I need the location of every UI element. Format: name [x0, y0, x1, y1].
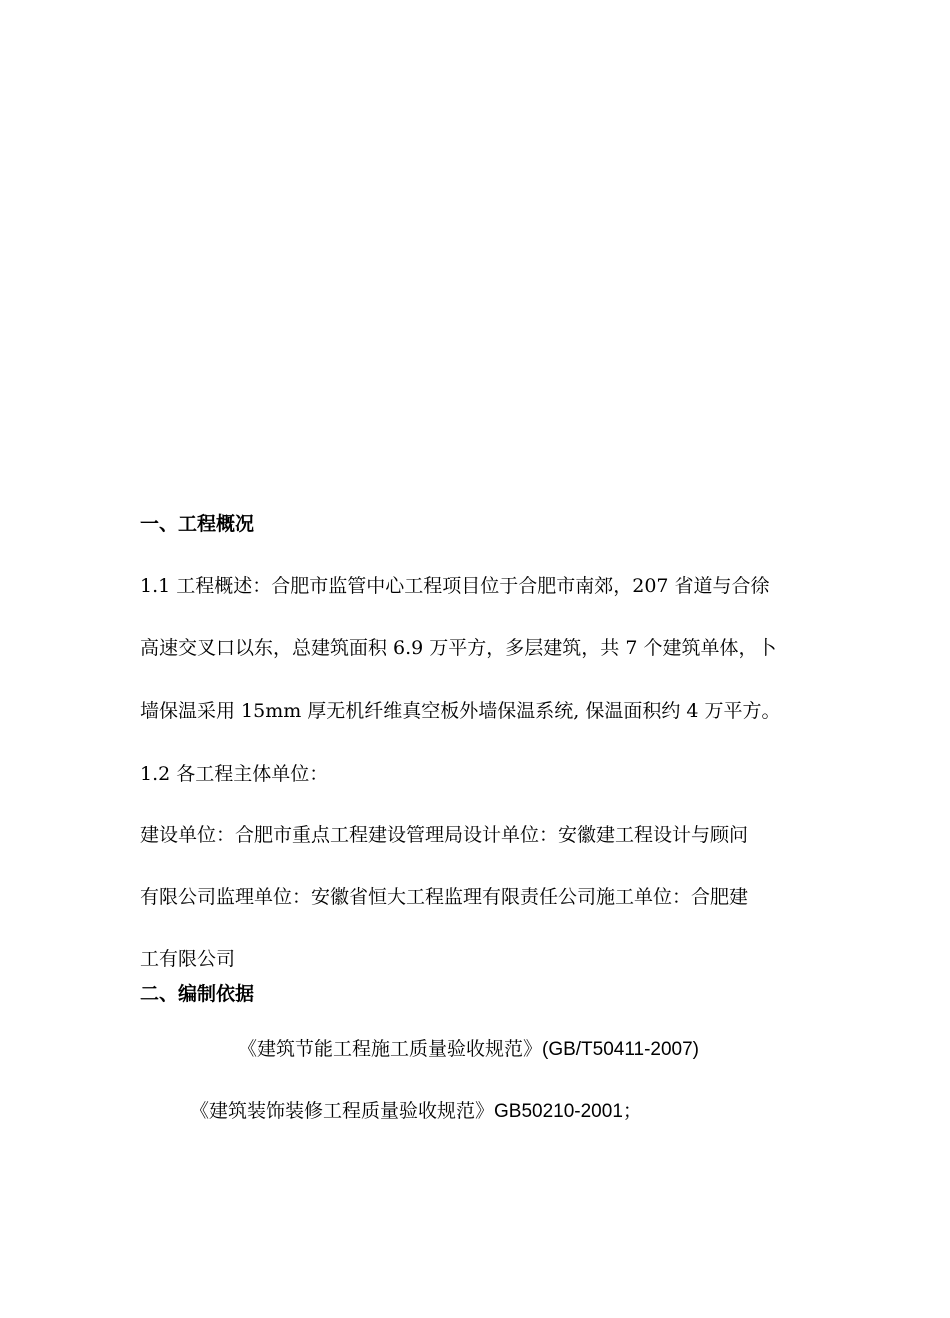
units-line-3: 工有限公司 [140, 948, 236, 970]
reference-decoration-code: 《建筑装饰装修工程质量验收规范》GB50210-2001； [190, 1101, 642, 1122]
section-heading-project-overview: 一、工程概况 [140, 513, 255, 535]
units-line-2: 有限公司监理单位：安徽省恒大工程监理有限责任公司施工单位：合肥建 [140, 886, 749, 908]
overview-line-3: 墙保温采用 15mm 厚无机纤维真空板外墙保温系统, 保温面积约 4 万平方。 [140, 700, 781, 722]
units-subheading: 1.2 各工程主体单位： [140, 763, 329, 785]
section-heading-compilation-basis: 二、编制依据 [140, 983, 255, 1005]
overview-line-2: 高速交叉口以东，总建筑面积 6.9 万平方，多层建筑，共 7 个建筑单体，卜 [140, 637, 777, 659]
overview-line-1: 1.1 工程概述：合肥市监管中心工程项目位于合肥市南郊，207 省道与合徐 [140, 575, 770, 597]
reference-energy-saving-code: 《建筑节能工程施工质量验收规范》(GB/T50411-2007) [238, 1039, 700, 1060]
units-line-1: 建设单位：合肥市重点工程建设管理局设计单位：安徽建工程设计与顾问 [140, 824, 749, 846]
